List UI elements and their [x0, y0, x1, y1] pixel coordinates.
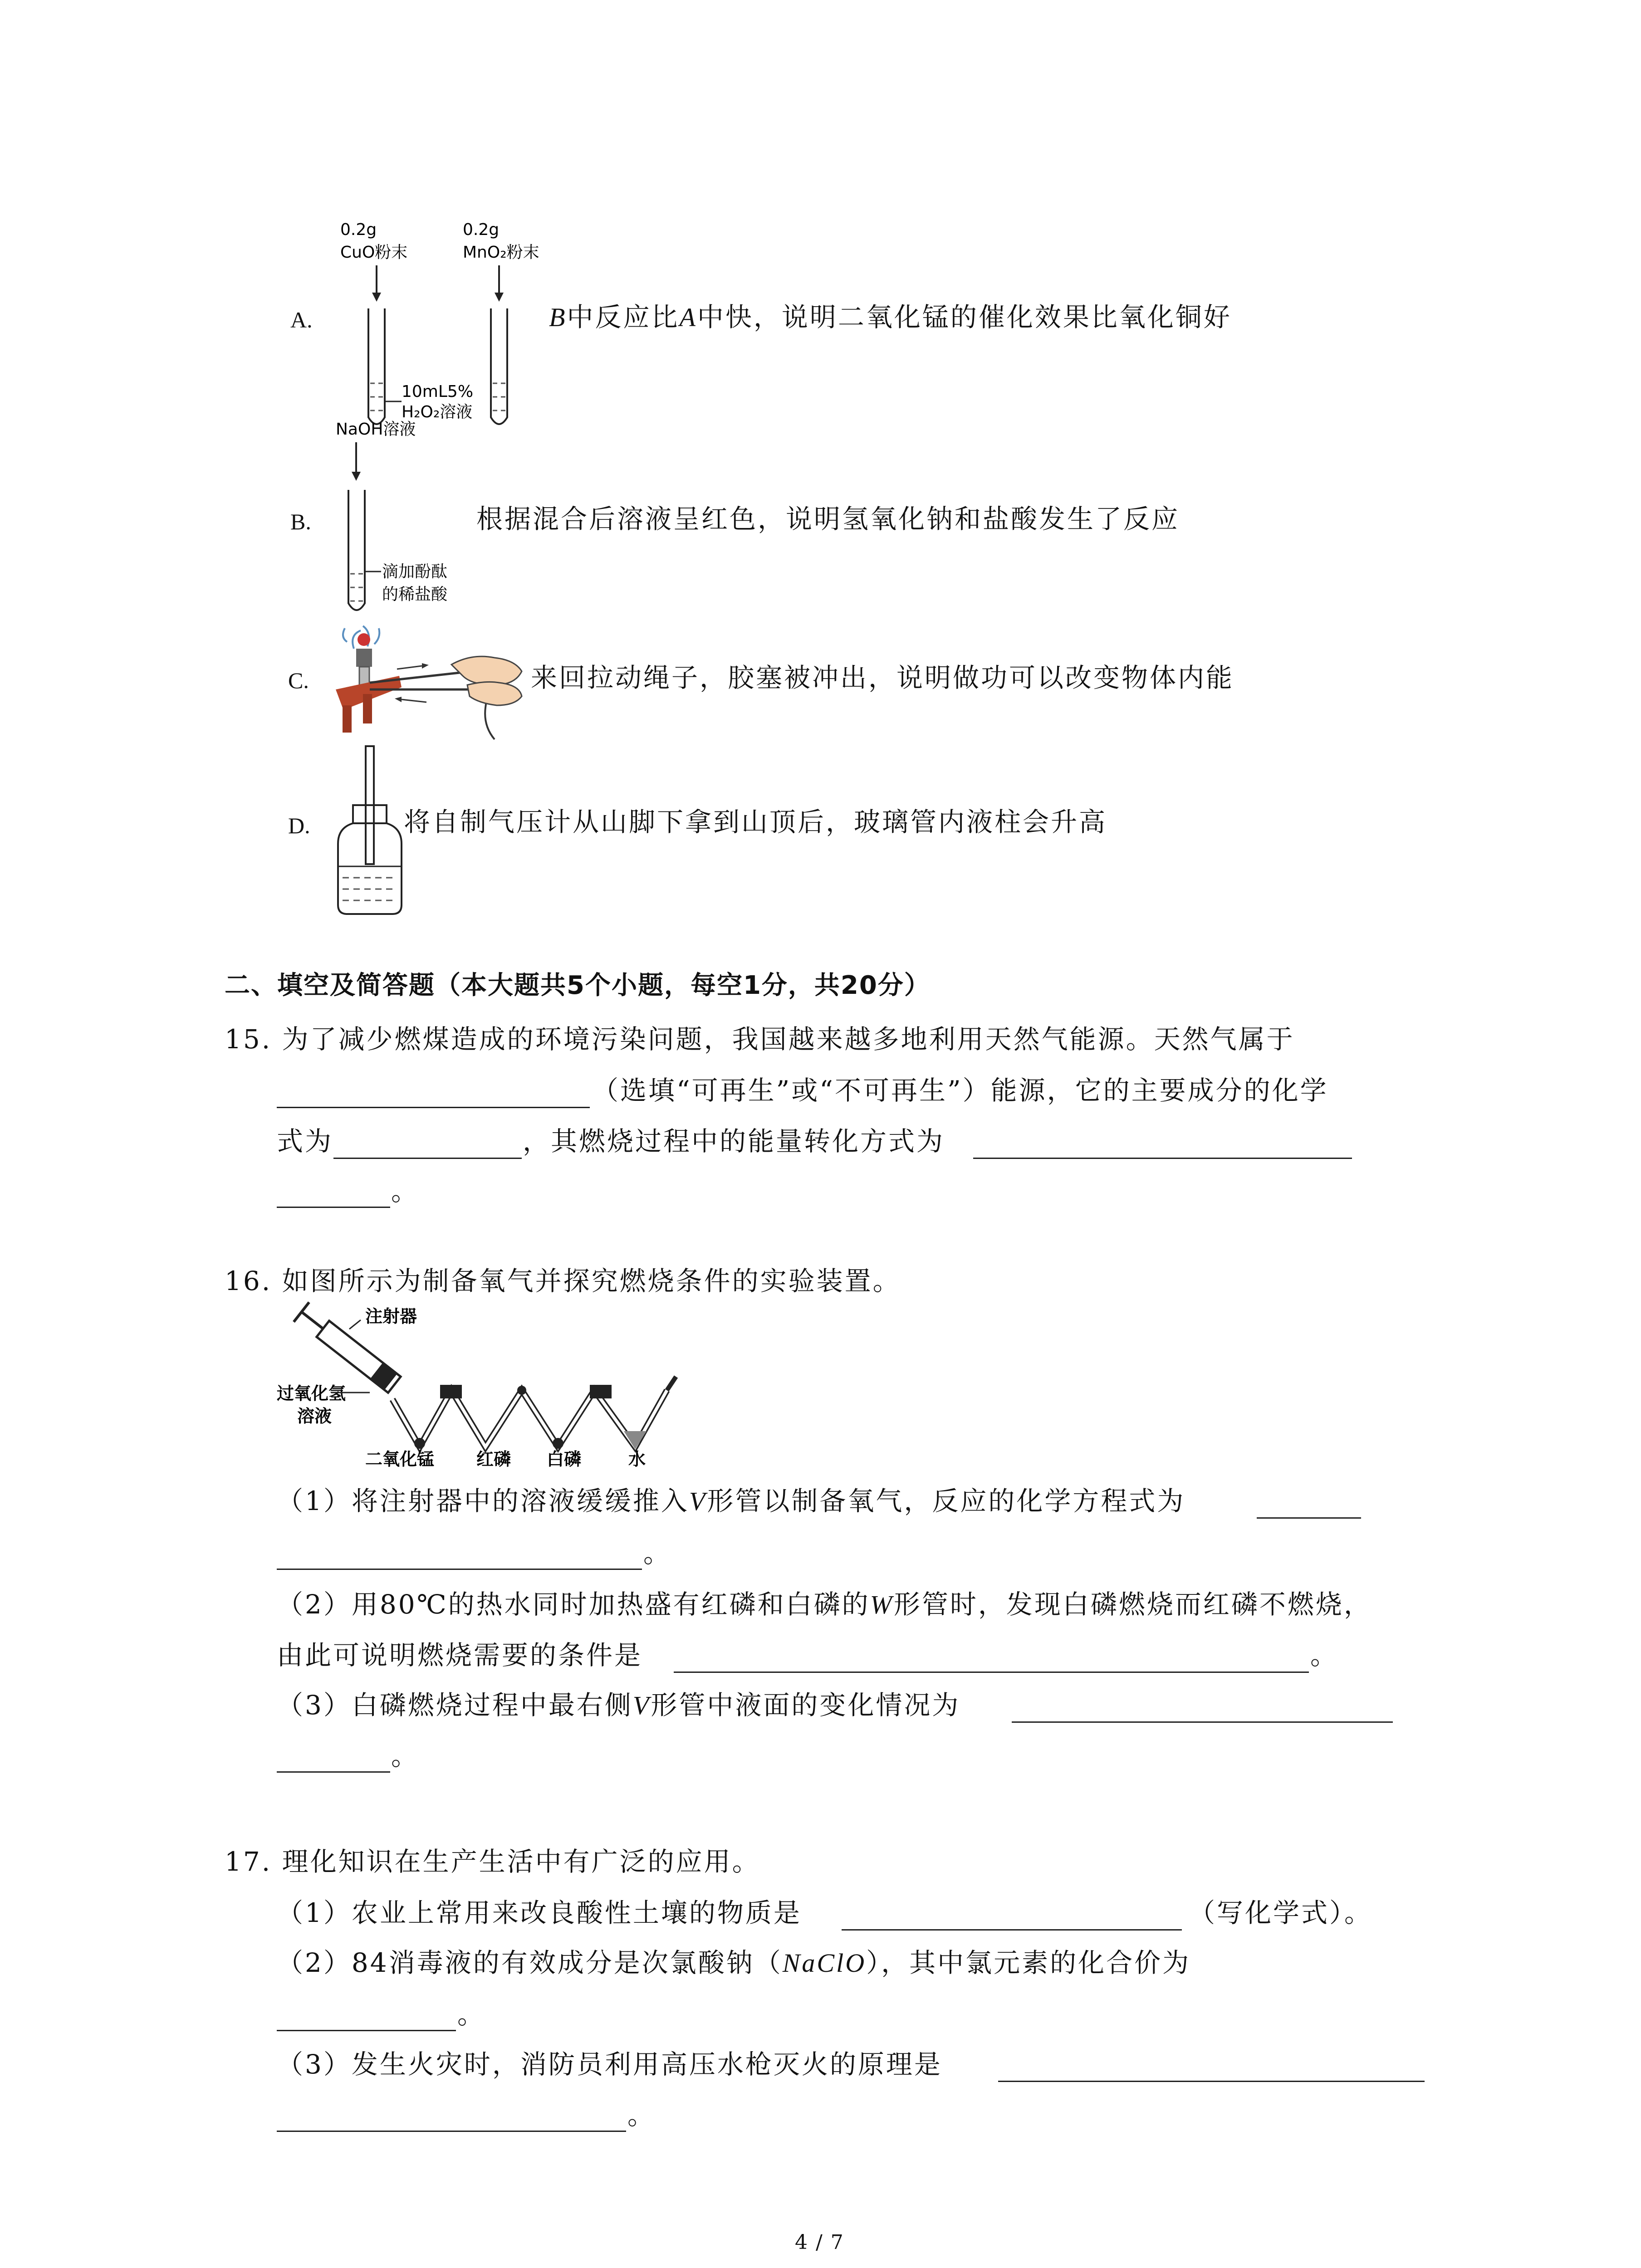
fig16-label-mno2: 二氧化锰 — [365, 1449, 435, 1469]
q16-part1-end: 。 — [643, 1538, 672, 1569]
q15-line3-start: 式为 — [277, 1126, 333, 1157]
q16-part2-line1: （2）用80℃的热水同时加热盛有红磷和白磷的W形管时，发现白磷燃烧而红磷不燃烧， — [277, 1589, 1372, 1620]
q16-part1-blank-cont[interactable] — [277, 1569, 642, 1570]
rope-friction-figure — [336, 621, 526, 744]
q17-part3-blank[interactable] — [998, 2081, 1425, 2082]
q17-part1-text: （1）农业上常用来改良酸性土壤的物质是 — [277, 1897, 802, 1928]
oxygen-combustion-apparatus-figure — [277, 1302, 721, 1470]
option-c-letter: C. — [288, 668, 309, 693]
q16-part1-line1: （1）将注射器中的溶液缓缓推入V形管以制备氧气，反应的化学方程式为 — [277, 1486, 1185, 1516]
q17-part3-end: 。 — [627, 2100, 656, 2131]
option-c-text: 来回拉动绳子，胶塞被冲出，说明做功可以改变物体内能 — [531, 662, 1234, 693]
q17-part2-end: 。 — [457, 1999, 486, 2030]
q16-part2-line2: 由此可说明燃烧需要的条件是 — [277, 1640, 643, 1671]
fig-b-acid-label: 的稀盐酸 — [382, 585, 448, 604]
q17-part2-blank[interactable] — [277, 2030, 456, 2031]
q16-part3-blank[interactable] — [1012, 1721, 1393, 1723]
fig-a-left-mass: 0.2g — [340, 220, 377, 239]
q16-part2-end: 。 — [1310, 1640, 1339, 1671]
q15-line2: （选填“可再生”或“不可再生”）能源，它的主要成分的化学 — [592, 1075, 1328, 1106]
fig16-solution-label-1: 过氧化氢 — [277, 1383, 346, 1403]
fig16-label-white-phosphorus: 白磷 — [547, 1449, 582, 1469]
option-b-text: 根据混合后溶液呈红色，说明氢氧化钠和盐酸发生了反应 — [476, 503, 1180, 534]
fig-b-indicator-label: 滴加酚酞 — [382, 562, 448, 581]
fig16-solution-label-2: 溶液 — [297, 1406, 332, 1426]
q15-line1: 15. 为了减少燃煤造成的环境污染问题，我国越来越多地利用天然气能源。天然气属于 — [225, 1024, 1295, 1055]
q16-part1-blank[interactable] — [1257, 1517, 1361, 1519]
q15-blank-2[interactable] — [333, 1158, 522, 1159]
fig16-label-red-phosphorus: 红磷 — [476, 1449, 511, 1469]
q16-part3-end: 。 — [391, 1740, 420, 1771]
q17-part1-end: （写化学式）。 — [1189, 1897, 1373, 1928]
q16-part3-line1: （3）白磷燃烧过程中最右侧V形管中液面的变化情况为 — [277, 1690, 960, 1721]
page-number: 4 / 7 — [795, 2231, 844, 2254]
section-2-title: 二、填空及简答题（本大题共5个小题，每空1分，共20分） — [225, 971, 931, 1000]
q15-blank-3-cont[interactable] — [277, 1207, 390, 1208]
homemade-barometer-figure — [336, 746, 404, 919]
fig-a-solution-name: H₂O₂溶液 — [402, 403, 473, 421]
fig-a-right-mass: 0.2g — [463, 220, 500, 239]
option-a-text: B中反应比A中快，说明二氧化锰的催化效果比氧化铜好 — [549, 302, 1232, 332]
neutralization-figure — [336, 417, 499, 631]
option-a-letter: A. — [290, 307, 313, 332]
q17-part3-blank-cont[interactable] — [277, 2131, 626, 2132]
q17-part1-blank[interactable] — [842, 1929, 1182, 1931]
fig16-syringe-label: 注射器 — [365, 1306, 417, 1326]
fig-a-left-powder: CuO粉末 — [340, 243, 408, 262]
fig16-label-water: 水 — [628, 1449, 646, 1469]
q17-stem: 17. 理化知识在生产生活中有广泛的应用。 — [225, 1846, 760, 1877]
q16-stem: 16. 如图所示为制备氧气并探究燃烧条件的实验装置。 — [225, 1266, 901, 1296]
q16-part2-blank[interactable] — [674, 1672, 1309, 1673]
option-d-letter: D. — [288, 813, 310, 838]
q17-part2-line1: （2）84消毒液的有效成分是次氯酸钠（NaClO），其中氯元素的化合价为 — [277, 1947, 1191, 1978]
q15-blank-3[interactable] — [973, 1158, 1352, 1159]
q16-part3-blank-cont[interactable] — [277, 1771, 390, 1773]
q15-line3-mid: ，其燃烧过程中的能量转化方式为 — [523, 1126, 945, 1157]
option-b-letter: B. — [290, 509, 311, 534]
q15-blank-1[interactable] — [277, 1107, 590, 1108]
q17-part3-text: （3）发生火灾时，消防员利用高压水枪灭火的原理是 — [277, 2049, 942, 2080]
catalyst-comparison-figure — [336, 218, 572, 435]
fig-a-right-powder: MnO₂粉末 — [463, 243, 539, 262]
fig-b-naoh-label: NaOH溶液 — [336, 420, 416, 439]
q15-line4-end: 。 — [391, 1176, 420, 1207]
fig-a-solution-volume: 10mL5% — [402, 382, 474, 401]
option-d-text: 将自制气压计从山脚下拿到山顶后，玻璃管内液柱会升高 — [404, 807, 1107, 837]
